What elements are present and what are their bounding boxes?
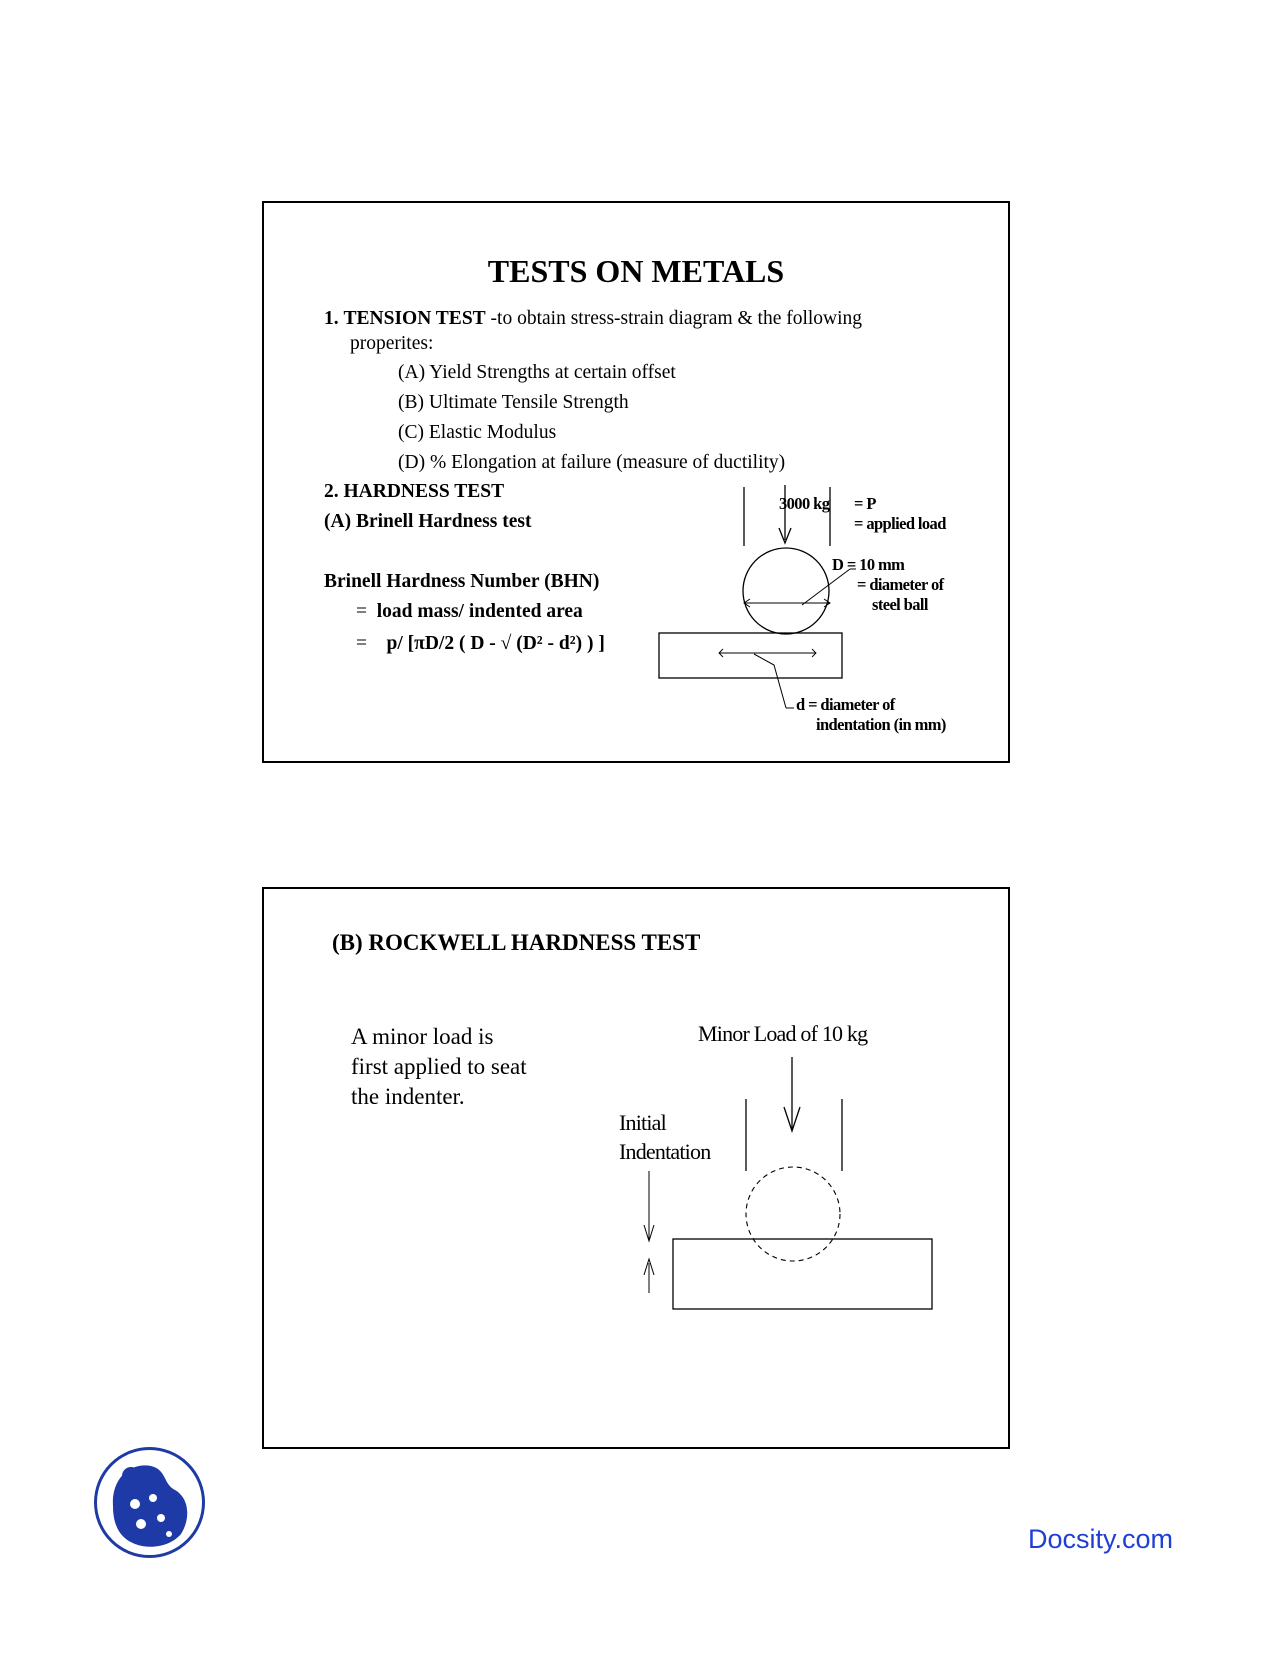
docsity-brand-link[interactable]: Docsity.com — [1028, 1524, 1174, 1554]
body-line: the indenter. — [351, 1084, 465, 1109]
brinell-diagram — [264, 203, 1012, 765]
docsity-logo-icon[interactable] — [93, 1446, 206, 1559]
indenter-ball-dashed — [746, 1167, 840, 1261]
bhn-label: Brinell Hardness Number (BHN) — [324, 571, 600, 592]
indent-diameter-desc: indentation (in mm) — [816, 715, 946, 734]
slide-title: TESTS ON METALS — [487, 253, 785, 289]
indent-leader-line — [754, 654, 786, 708]
ball-diameter-desc2: steel ball — [872, 595, 928, 614]
eq2-formula: / [πD/2 ( D - √ (D² - d²) ) ] — [397, 633, 605, 654]
minor-load-label: Minor Load of 10 kg — [698, 1021, 868, 1046]
tension-item: (A) Yield Strengths at certain offset — [398, 362, 676, 383]
indent-diameter-label: d = diameter of — [796, 695, 895, 714]
brinell-subheading: (A) Brinell Hardness test — [324, 511, 532, 532]
tension-heading: TENSION TEST — [343, 308, 486, 329]
eq-sign: = — [356, 633, 367, 654]
eq1-text: load mass/ indented area — [376, 601, 583, 622]
rockwell-diagram — [264, 889, 1012, 1451]
tension-number: 1. — [324, 308, 339, 329]
tension-desc-cont: properites: — [350, 333, 434, 354]
tension-desc: -to obtain stress-strain diagram & the following — [490, 308, 863, 329]
initial-label: Initial — [619, 1110, 666, 1135]
ball-diameter-desc: = diameter of — [857, 575, 944, 594]
load-label: 3000 kg — [779, 494, 830, 513]
hardness-heading: 2. HARDNESS TEST — [324, 481, 505, 502]
tension-item: (D) % Elongation at failure (measure of ductility) — [398, 452, 786, 473]
slide-title: (B) ROCKWELL HARDNESS TEST — [332, 930, 701, 955]
body-line: first applied to seat — [351, 1054, 527, 1079]
tension-item: (B) Ultimate Tensile Strength — [398, 392, 629, 413]
eq-sign: = — [356, 601, 367, 622]
specimen-block — [673, 1239, 932, 1309]
load-eq-applied: = applied load — [854, 514, 946, 533]
body-line: A minor load is — [351, 1024, 494, 1049]
ball-diameter-label: D = 10 mm — [832, 555, 905, 574]
indentation-label: Indentation — [619, 1139, 711, 1164]
steel-ball — [743, 548, 829, 634]
slide-tests-on-metals — [262, 201, 1010, 763]
specimen-block — [659, 633, 842, 678]
slide-rockwell — [262, 887, 1010, 1449]
load-eq-p: = P — [854, 494, 876, 513]
tension-item: (C) Elastic Modulus — [398, 422, 557, 443]
eq2-p: p — [386, 633, 398, 654]
